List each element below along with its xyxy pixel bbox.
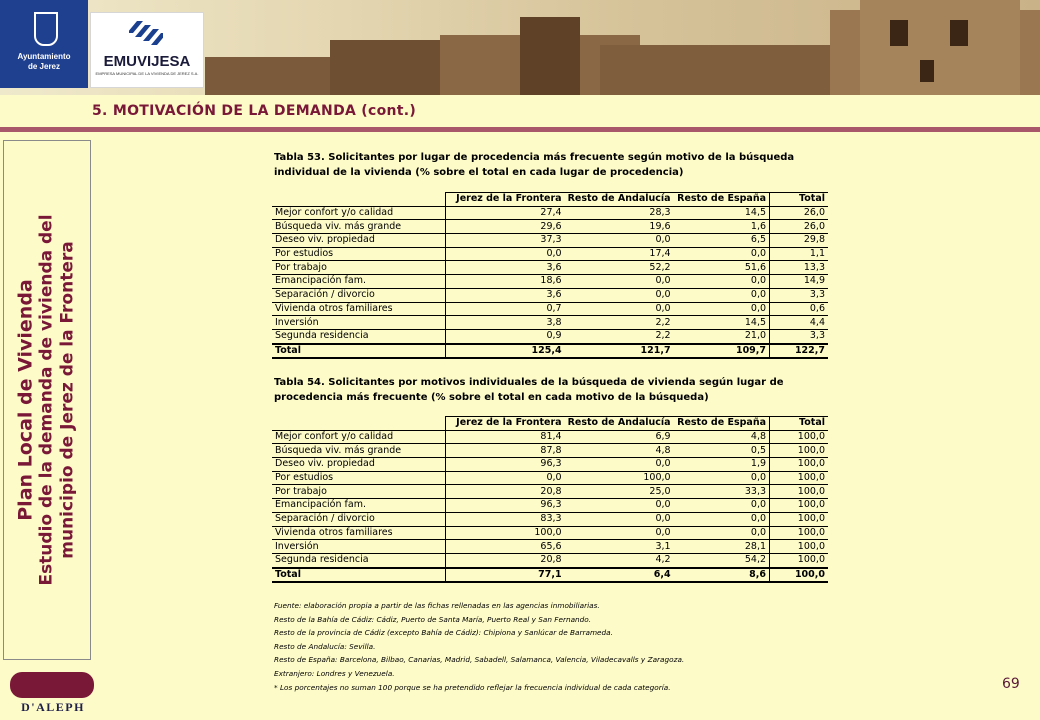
total-label: Total bbox=[272, 568, 445, 583]
table-cell: 100,0 bbox=[770, 444, 828, 458]
note-percentages: * Los porcentajes no suman 100 porque se ha pretendido reflejar la frecuencia individual de cada categoría. bbox=[274, 682, 671, 692]
table-cell: 0,0 bbox=[565, 302, 674, 316]
table-cell: 100,0 bbox=[770, 430, 828, 444]
table-cell: 0,0 bbox=[674, 247, 770, 261]
row-label: Mejor confort y/o calidad bbox=[272, 206, 445, 220]
table-cell: 2,2 bbox=[565, 316, 674, 330]
table-cell: 19,6 bbox=[565, 220, 674, 234]
daleph-wordmark: D'ALEPH bbox=[21, 700, 85, 714]
table-cell: 33,3 bbox=[674, 485, 770, 499]
table-row bbox=[272, 430, 828, 444]
row-label: Segunda residencia bbox=[272, 329, 445, 343]
sidebar-title-line2: Estudio de la demanda de vivienda del bbox=[36, 214, 57, 586]
table-row bbox=[272, 288, 828, 302]
total-cell: 8,6 bbox=[674, 568, 770, 583]
table-cell: 13,3 bbox=[770, 261, 828, 275]
table-cell: 0,5 bbox=[674, 444, 770, 458]
total-cell: 77,1 bbox=[445, 568, 564, 583]
note-bahia: Resto de la Bahía de Cádiz: Cádiz, Puerto de Santa María, Puerto Real y San Fernando. bbox=[274, 614, 592, 624]
table-cell: 28,1 bbox=[674, 540, 770, 554]
table-cell: 0,0 bbox=[674, 275, 770, 289]
row-label: Búsqueda viv. más grande bbox=[272, 444, 445, 458]
table-row bbox=[272, 206, 828, 220]
table-row bbox=[272, 261, 828, 275]
table-cell: 0,0 bbox=[565, 275, 674, 289]
table-cell: 29,6 bbox=[445, 220, 564, 234]
table-row bbox=[272, 540, 828, 554]
table-cell: 3,6 bbox=[445, 288, 564, 302]
row-label: Vivienda otros familiares bbox=[272, 302, 445, 316]
table-row bbox=[272, 316, 828, 330]
row-label: Deseo viv. propiedad bbox=[272, 458, 445, 472]
note-provincia: Resto de la provincia de Cádiz (excepto Bahía de Cádiz): Chipiona y Sanlúcar de Barrameda. bbox=[274, 628, 613, 638]
table-cell: 0,0 bbox=[674, 512, 770, 526]
table-cell: 18,6 bbox=[445, 275, 564, 289]
header-banner bbox=[0, 0, 1040, 95]
table-row bbox=[272, 458, 828, 472]
table-cell: 87,8 bbox=[445, 444, 564, 458]
table-cell: 0,9 bbox=[445, 329, 564, 343]
total-cell: 109,7 bbox=[674, 344, 770, 359]
row-label: Búsqueda viv. más grande bbox=[272, 220, 445, 234]
table53-col-espana: Resto de España bbox=[674, 193, 770, 207]
table-cell: 28,3 bbox=[565, 206, 674, 220]
table53-header-row bbox=[272, 193, 828, 207]
shield-icon bbox=[34, 12, 58, 46]
page-number: 69 bbox=[1002, 676, 1020, 692]
table-cell: 26,0 bbox=[770, 206, 828, 220]
table-row bbox=[272, 499, 828, 513]
sidebar-title bbox=[16, 150, 79, 650]
table-row bbox=[272, 485, 828, 499]
table54-col-andalucia: Resto de Andalucía bbox=[565, 417, 674, 431]
table-cell: 17,4 bbox=[565, 247, 674, 261]
table-cell: 100,0 bbox=[770, 499, 828, 513]
table-cell: 81,4 bbox=[445, 430, 564, 444]
emuvijesa-logo bbox=[90, 12, 204, 88]
table54-col-total: Total bbox=[770, 417, 828, 431]
table54-header-row bbox=[272, 417, 828, 431]
table-cell: 0,0 bbox=[674, 302, 770, 316]
total-cell: 125,4 bbox=[445, 344, 564, 359]
cathedral-image bbox=[600, 45, 830, 95]
table-row bbox=[272, 247, 828, 261]
table-cell: 100,0 bbox=[565, 471, 674, 485]
table-cell: 83,3 bbox=[445, 512, 564, 526]
row-label: Por trabajo bbox=[272, 485, 445, 499]
table53 bbox=[272, 192, 828, 359]
bell-tower-image bbox=[860, 0, 1020, 95]
total-label: Total bbox=[272, 344, 445, 359]
table-row bbox=[272, 526, 828, 540]
row-label: Inversión bbox=[272, 316, 445, 330]
table-row bbox=[272, 471, 828, 485]
table-cell: 100,0 bbox=[770, 458, 828, 472]
note-espana: Resto de España: Barcelona, Bilbao, Canarias, Madrid, Sabadell, Salamanca, Valencia, Viladecavalls y Zaragoza. bbox=[274, 655, 685, 665]
row-label: Separación / divorcio bbox=[272, 288, 445, 302]
table-cell: 0,6 bbox=[770, 302, 828, 316]
table-cell: 65,6 bbox=[445, 540, 564, 554]
table-cell: 20,8 bbox=[445, 485, 564, 499]
table-cell: 100,0 bbox=[770, 471, 828, 485]
row-label: Mejor confort y/o calidad bbox=[272, 430, 445, 444]
table-cell: 26,0 bbox=[770, 220, 828, 234]
table-cell: 0,0 bbox=[674, 499, 770, 513]
row-label: Segunda residencia bbox=[272, 553, 445, 567]
table-cell: 0,0 bbox=[565, 499, 674, 513]
table-row bbox=[272, 234, 828, 248]
table-cell: 0,0 bbox=[445, 471, 564, 485]
total-row bbox=[272, 568, 828, 583]
table-cell: 0,0 bbox=[565, 512, 674, 526]
table-row bbox=[272, 444, 828, 458]
table-cell: 6,5 bbox=[674, 234, 770, 248]
cathedral-image bbox=[520, 17, 580, 95]
emuvijesa-name: EMUVIJESA bbox=[103, 53, 191, 70]
sidebar-title-line1: Plan Local de Vivienda bbox=[14, 279, 37, 521]
table53-header-blank bbox=[272, 193, 445, 207]
table53-col-jerez: Jerez de la Frontera bbox=[445, 193, 564, 207]
table-cell: 0,0 bbox=[674, 288, 770, 302]
table-cell: 3,8 bbox=[445, 316, 564, 330]
table54 bbox=[272, 416, 828, 583]
table-cell: 0,0 bbox=[565, 526, 674, 540]
table-row bbox=[272, 553, 828, 567]
row-label: Por estudios bbox=[272, 471, 445, 485]
table-cell: 14,9 bbox=[770, 275, 828, 289]
table54-col-jerez: Jerez de la Frontera bbox=[445, 417, 564, 431]
table-cell: 21,0 bbox=[674, 329, 770, 343]
row-label: Por trabajo bbox=[272, 261, 445, 275]
table-cell: 52,2 bbox=[565, 261, 674, 275]
ayuntamiento-logo bbox=[0, 0, 88, 88]
emuvijesa-subtitle: EMPRESA MUNICIPAL DE LA VIVIENDA DE JEREZ S.A. bbox=[95, 71, 199, 76]
table-row bbox=[272, 329, 828, 343]
table-cell: 1,6 bbox=[674, 220, 770, 234]
table-cell: 100,0 bbox=[770, 553, 828, 567]
table-row bbox=[272, 275, 828, 289]
table-cell: 4,4 bbox=[770, 316, 828, 330]
table-cell: 96,3 bbox=[445, 458, 564, 472]
table-cell: 3,3 bbox=[770, 288, 828, 302]
table-cell: 6,9 bbox=[565, 430, 674, 444]
row-label: Por estudios bbox=[272, 247, 445, 261]
table-cell: 0,7 bbox=[445, 302, 564, 316]
table-cell: 100,0 bbox=[770, 512, 828, 526]
table-cell: 27,4 bbox=[445, 206, 564, 220]
ayuntamiento-logo-text: Ayuntamiento de Jerez bbox=[17, 52, 71, 71]
total-cell: 6,4 bbox=[565, 568, 674, 583]
row-label: Deseo viv. propiedad bbox=[272, 234, 445, 248]
table-cell: 100,0 bbox=[445, 526, 564, 540]
table-cell: 100,0 bbox=[770, 540, 828, 554]
table-row bbox=[272, 220, 828, 234]
table-notes bbox=[274, 599, 834, 694]
table-cell: 54,2 bbox=[674, 553, 770, 567]
total-row bbox=[272, 344, 828, 359]
row-label: Inversión bbox=[272, 540, 445, 554]
table-cell: 4,8 bbox=[565, 444, 674, 458]
table-cell: 0,0 bbox=[445, 247, 564, 261]
table-cell: 3,1 bbox=[565, 540, 674, 554]
table-cell: 100,0 bbox=[770, 485, 828, 499]
table53-title: Tabla 53. Solicitantes por lugar de procedencia más frecuente según motivo de la búsqueda individual de la vivienda (% sobre el total en cada lugar de procedencia) bbox=[274, 152, 795, 178]
daleph-emblem-icon bbox=[10, 672, 94, 698]
table54-title: Tabla 54. Solicitantes por motivos individuales de la búsqueda de vivienda según lugar de procedencia más frecuente (% sobre el total en cada motivo de la búsqueda) bbox=[274, 377, 784, 403]
row-label: Emancipación fam. bbox=[272, 499, 445, 513]
table-cell: 3,3 bbox=[770, 329, 828, 343]
total-cell: 122,7 bbox=[770, 344, 828, 359]
section-title: 5. MOTIVACIÓN DE LA DEMANDA (cont.) bbox=[92, 103, 417, 119]
table53-col-total: Total bbox=[770, 193, 828, 207]
table-cell: 37,3 bbox=[445, 234, 564, 248]
table-cell: 51,6 bbox=[674, 261, 770, 275]
table-cell: 96,3 bbox=[445, 499, 564, 513]
note-andalucia: Resto de Andalucía: Sevilla. bbox=[274, 641, 376, 651]
table-cell: 4,8 bbox=[674, 430, 770, 444]
sidebar-title-line3: municipio de Jerez de la Frontera bbox=[57, 241, 78, 559]
daleph-logo bbox=[10, 672, 96, 716]
table-cell: 0,0 bbox=[674, 526, 770, 540]
table-cell: 1,9 bbox=[674, 458, 770, 472]
table-cell: 25,0 bbox=[565, 485, 674, 499]
table-cell: 2,2 bbox=[565, 329, 674, 343]
table54-header-blank bbox=[272, 417, 445, 431]
table-row bbox=[272, 512, 828, 526]
table-cell: 4,2 bbox=[565, 553, 674, 567]
row-label: Separación / divorcio bbox=[272, 512, 445, 526]
table-cell: 29,8 bbox=[770, 234, 828, 248]
table53-col-andalucia: Resto de Andalucía bbox=[565, 193, 674, 207]
table-cell: 0,0 bbox=[674, 471, 770, 485]
note-source: Fuente: elaboración propia a partir de las fichas rellenadas en las agencias inmobiliarias. bbox=[274, 601, 600, 610]
table-cell: 0,0 bbox=[565, 288, 674, 302]
table54-col-espana: Resto de España bbox=[674, 417, 770, 431]
row-label: Vivienda otros familiares bbox=[272, 526, 445, 540]
header-divider bbox=[0, 127, 1040, 132]
table-cell: 20,8 bbox=[445, 553, 564, 567]
total-cell: 121,7 bbox=[565, 344, 674, 359]
total-cell: 100,0 bbox=[770, 568, 828, 583]
table-cell: 3,6 bbox=[445, 261, 564, 275]
table-cell: 14,5 bbox=[674, 206, 770, 220]
note-extranjero: Extranjero: Londres y Venezuela. bbox=[274, 668, 395, 678]
table-cell: 14,5 bbox=[674, 316, 770, 330]
row-label: Emancipación fam. bbox=[272, 275, 445, 289]
table-row bbox=[272, 302, 828, 316]
table-cell: 0,0 bbox=[565, 234, 674, 248]
table-cell: 1,1 bbox=[770, 247, 828, 261]
table-cell: 0,0 bbox=[565, 458, 674, 472]
emuvijesa-mark-icon bbox=[129, 19, 163, 49]
sidebar-panel bbox=[3, 140, 91, 660]
table-cell: 100,0 bbox=[770, 526, 828, 540]
